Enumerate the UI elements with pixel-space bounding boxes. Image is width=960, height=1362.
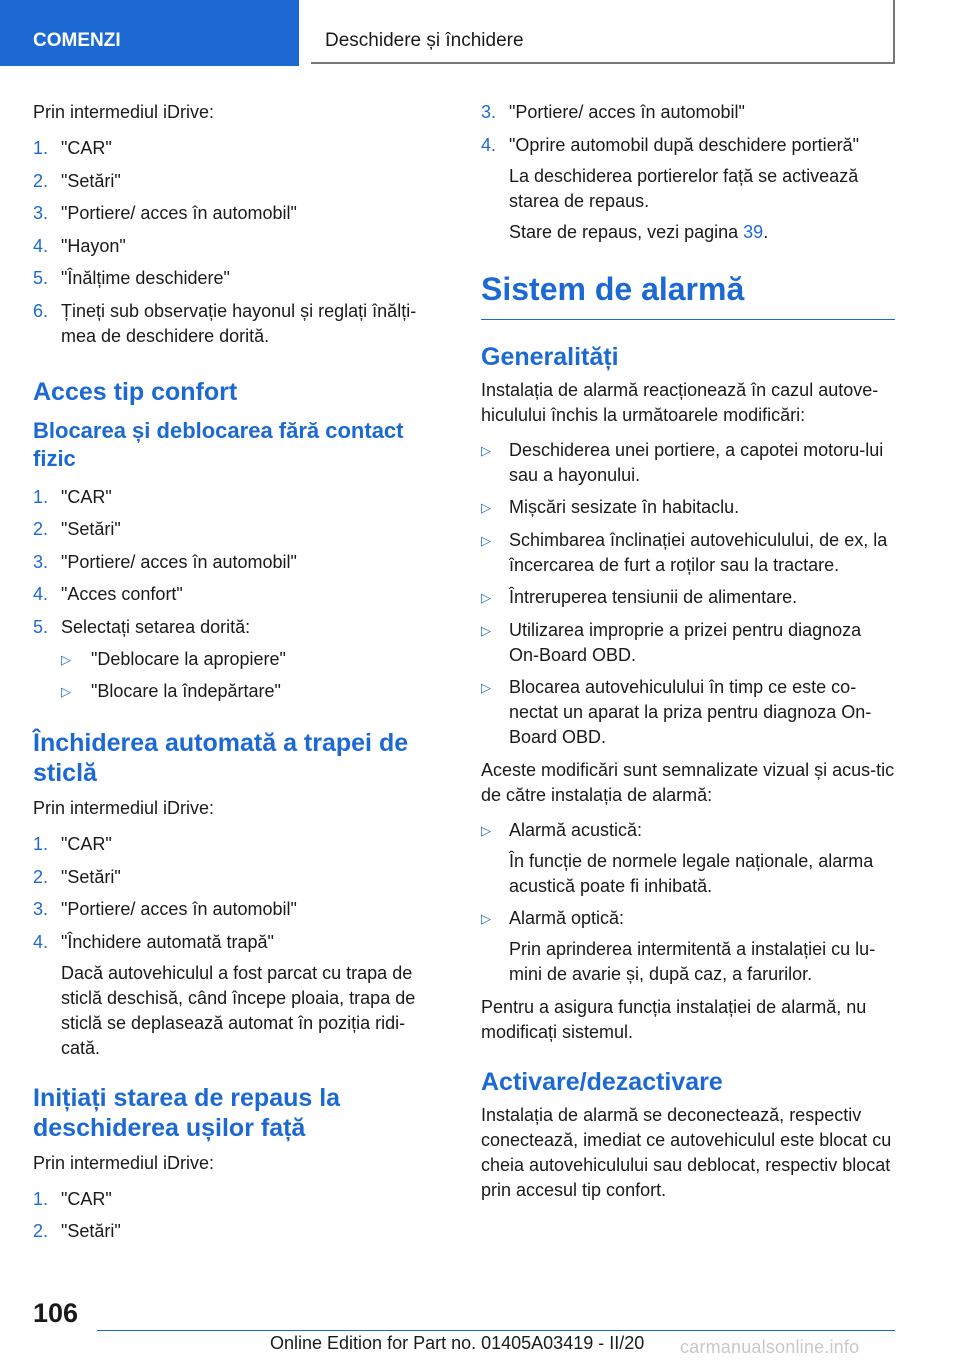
- list-item: ▷ Mișcări sesizate în habitaclu.: [481, 495, 895, 520]
- list-item: 4. "Închidere automată trapă" Dacă autovehiculul a fost parcat cu trapa de sticlă deschisă, când începe ploaia, trapa de sticlă se deplasează automat în poziția ridi-cată.: [33, 930, 443, 1061]
- right-column: [481, 100, 895, 1203]
- note-text: Prin aprinderea intermitentă a instalației cu lu-mini de avarie și, după caz, a farurilor.: [509, 939, 876, 984]
- sub-list-item: ▷ "Blocare la îndepărtare": [61, 679, 443, 704]
- list-item: ▷ Alarmă acustică: În funcție de normele legale naționale, alarma acustică poate fi inhibată.: [481, 818, 895, 899]
- page-link[interactable]: 39: [743, 221, 764, 242]
- triangle-right-icon: ▷: [61, 684, 71, 699]
- watermark: carmanualsonline.info: [680, 1337, 860, 1357]
- list-item: 1. "CAR": [33, 486, 112, 507]
- list-item: 6. Țineți sub observație hayonul și reglați înălți-mea de deschidere dorită.: [33, 300, 417, 346]
- list-item: 1. "CAR": [33, 834, 112, 854]
- list-item: ▷ Blocarea autovehiculului în timp ce este co-nectat un aparat la priza pentru diagnoza On-Board OBD.: [481, 677, 872, 747]
- list-item: ▷ Utilizarea improprie a prizei pentru diagnoza On-Board OBD.: [481, 619, 862, 665]
- steps-list: [33, 136, 443, 349]
- triangle-right-icon: ▷: [481, 822, 491, 838]
- triangle-right-icon: ▷: [61, 651, 71, 667]
- list-item: 5. "Înălțime deschidere": [33, 268, 230, 288]
- list-item: 3. "Portiere/ acces în automobil": [481, 102, 745, 122]
- list-item: ▷ Schimbarea înclinației autovehiculului, de ex, la încercarea de furt a roților sau la tractare.: [481, 529, 888, 575]
- list-item: 4. "Acces confort": [33, 584, 183, 604]
- list-item: 2. "Setări": [33, 866, 121, 887]
- list-item: ▷ Întreruperea tensiunii de alimentare.: [481, 585, 895, 610]
- list-item: 1. "CAR": [33, 138, 112, 158]
- list-item: 3. "Portiere/ acces în automobil": [33, 203, 297, 223]
- steps-list: [33, 832, 443, 1061]
- heading-keyless: Blocarea și deblocarea fără contact fizic: [33, 417, 404, 471]
- footer-divider: [97, 1330, 895, 1331]
- list-item: 4. "Oprire automobil după deschidere portieră" La deschiderea portierelor față se activează starea de repaus. Stare de repaus, vezi pagina 39.: [481, 133, 895, 245]
- chapter-title: Deschidere și închidere: [311, 0, 895, 64]
- heading-alarm-system: Sistem de alarmă: [481, 269, 895, 320]
- list-item: ▷ Alarmă optică: Prin aprinderea intermitentă a instalației cu lu-mini de avarie și, după caz, a farurilor.: [481, 906, 895, 987]
- left-column: [33, 100, 443, 1252]
- heading-sunroof: Închiderea automată a trapei de sticlă: [33, 729, 409, 787]
- list-item: 5. Selectați setarea dorită: ▷ "Deblocare la apropiere" ▷ "Blocare la îndepărtare": [33, 615, 443, 705]
- intro-text: Prin intermediul iDrive:: [33, 102, 215, 122]
- bullet-list: [481, 818, 895, 988]
- triangle-right-icon: ▷: [481, 532, 491, 548]
- page-header: [0, 0, 960, 66]
- paragraph: Aceste modificări sunt semnalizate vizual și acus-tic de către instalația de alarmă:: [481, 759, 895, 805]
- steps-list: [33, 485, 443, 705]
- heading-comfort-access: Acces tip confort: [33, 377, 238, 406]
- triangle-right-icon: ▷: [481, 442, 491, 458]
- section-tab[interactable]: COMENZI: [0, 0, 299, 66]
- list-item: 1. "CAR": [33, 1188, 112, 1209]
- steps-list: [33, 1187, 443, 1245]
- steps-list: [481, 100, 895, 245]
- sub-list-item: ▷ "Deblocare la apropiere": [61, 647, 443, 672]
- list-item: 3. "Portiere/ acces în automobil": [33, 899, 297, 919]
- triangle-right-icon: ▷: [481, 590, 491, 605]
- note-text: Dacă autovehiculul a fost parcat cu trapa de sticlă deschisă, când începe ploaia, trapa de sticlă se deplasează automat în poziția ridi-cată.: [61, 962, 416, 1058]
- list-item: 2. "Setări": [33, 519, 121, 539]
- note-text: În funcție de normele legale naționale, alarma acustică poate fi inhibată.: [509, 850, 874, 896]
- triangle-right-icon: ▷: [481, 680, 491, 695]
- heading-activation: Activare/dezactivare: [481, 1067, 723, 1096]
- list-item: 3. "Portiere/ acces în automobil": [33, 551, 297, 572]
- bullet-list: [481, 438, 895, 751]
- sub-list: [61, 647, 443, 705]
- list-item: 4. "Hayon": [33, 235, 126, 256]
- note-text: Stare de repaus, vezi pagina 39.: [509, 221, 769, 242]
- intro-text: Prin intermediul iDrive:: [33, 1152, 215, 1173]
- list-item: ▷ Deschiderea unei portiere, a capotei motoru-lui sau a hayonului.: [481, 439, 884, 485]
- paragraph: Instalația de alarmă se deconectează, respectiv conectează, imediat ce autovehiculul este blocat cu cheia autovehiculului sau deblocat, respectiv blocat prin accesul tip confort.: [481, 1104, 892, 1200]
- triangle-right-icon: ▷: [481, 500, 491, 515]
- heading-general: Generalități: [481, 342, 619, 371]
- edition-text: Online Edition for Part no. 01405A03419 - II/20: [270, 1333, 645, 1353]
- heading-standby: Inițiați starea de repaus la deschiderea ușilor față: [33, 1083, 341, 1142]
- list-item: 2. "Setări": [33, 170, 121, 191]
- paragraph: Pentru a asigura funcția instalației de alarmă, nu modificați sistemul.: [481, 996, 867, 1042]
- paragraph: Instalația de alarmă reacționează în cazul autove-hiculului închis la următoarele modificări:: [481, 379, 879, 425]
- triangle-right-icon: ▷: [481, 622, 491, 638]
- note-text: La deschiderea portierelor față se activează starea de repaus.: [509, 165, 859, 211]
- intro-text: Prin intermediul iDrive:: [33, 798, 215, 818]
- list-item: 2. "Setări": [33, 1221, 121, 1241]
- triangle-right-icon: ▷: [481, 911, 491, 926]
- page-number: 106: [33, 1298, 79, 1328]
